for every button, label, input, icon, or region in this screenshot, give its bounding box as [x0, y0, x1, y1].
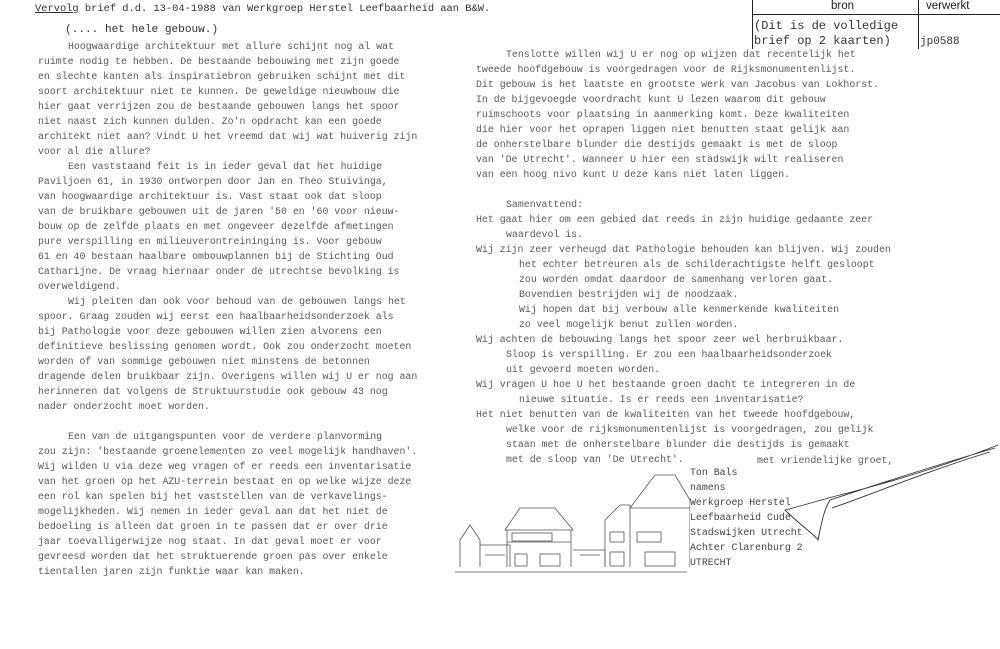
text-line: Een van de uitgangspunten voor de verdere planvorming	[68, 431, 383, 442]
signature-line: namens	[690, 482, 726, 493]
text-line: Hoogwaardige architektuur met allure schijnt nog al wat	[68, 41, 394, 52]
text-line: Wij zijn zeer verheugd dat Pathologie behouden kan blijven. Wij zouden	[476, 244, 891, 255]
text-line: overweldigend.	[38, 281, 121, 292]
text-line: van 'De Utrecht'. Wanneer U hier een stadswijk wilt realiseren	[476, 154, 844, 165]
text-line: tweede hoofdgebouw is voorgedragen voor de Rijksmonumentenlijst.	[476, 64, 856, 75]
signature-line: UTRECHT	[690, 557, 732, 568]
text-line: Paviljoen 61, in 1930 ontworpen door Jan en Theo Stuivinga,	[38, 176, 388, 187]
text-line: en slechte kanten als inspiratiebron gebruiken schijnt met dit	[38, 71, 406, 82]
text-line: van het groen op het AZU-terrein bestaat en op welke wijze deze	[38, 476, 412, 487]
text-line: waardevol is.	[506, 229, 584, 240]
text-line: pure verspilling en milieuverontreininging is. Voor gebouw	[38, 236, 382, 247]
signature-line: Stadswijken Utrecht	[690, 527, 803, 538]
letter-subtitle: (.... het hele gebouw.)	[65, 24, 219, 36]
text-line: definitieve beslissing genomen wordt. Ook zou onderzocht moeten	[38, 341, 412, 352]
archive-stamp-table	[752, 0, 1000, 49]
text-line: van een hoog nivo kunt U deze kans niet laten liggen.	[476, 169, 791, 180]
verwerkt-code: jp0588	[920, 36, 960, 48]
text-line: van de bruikbare gebouwen uit de jaren '50 en '60 voor nieuw-	[38, 206, 400, 217]
text-line: bedoeling is alleen dat groen in te passen dat er over drie	[38, 521, 388, 532]
text-line: gevreesd worden dat het struktuerende groen pas over enkele	[38, 551, 388, 562]
text-line: architekt niet aan? Vindt U het vreemd dat wij wat huiverig zijn	[38, 131, 418, 142]
header-verwerkt: verwerkt	[926, 0, 970, 12]
letter-title	[35, 3, 490, 15]
title-underlined-word: Vervolg	[35, 3, 79, 15]
handwritten-signature	[780, 440, 1000, 550]
closing-greeting: met vriendelijke groet,	[757, 455, 894, 466]
text-line: welke voor de rijksmonumentenlijst is voorgedragen, zou gelijk	[506, 424, 874, 435]
text-line: Tenslotte willen wij U er nog op wijzen dat recentelijk het	[506, 49, 856, 60]
text-line: Bovendien bestrijden wij de noodzaak.	[519, 289, 739, 300]
text-line: Dit gebouw is het laatste en grootste werk van Jacobus van Lokhorst.	[476, 79, 879, 90]
text-line: niet naast zich kunnen dulden. Zo'n opdracht kan een goede	[38, 116, 382, 127]
text-line: zo veel mogelijk benut zullen worden.	[519, 319, 739, 330]
building-sketch	[455, 470, 690, 580]
text-line: Het niet benutten van de kwaliteiten van het tweede hoofdgebouw,	[476, 409, 856, 420]
text-line: Wij wilden U via deze weg vragen of er reeds een inventarisatie	[38, 461, 412, 472]
text-line: Een vaststaand feit is in ieder geval dat het huidige	[68, 161, 383, 172]
title-rest: brief d.d. 13-04-1988 van Werkgroep Herstel Leefbaarheid aan B&W.	[78, 3, 491, 15]
text-line: zou worden omdat daardoor de samenhang verloren gaat.	[519, 274, 834, 285]
text-line: de onherstelbare blunder die destijds gemaakt is met de sloop	[476, 139, 838, 150]
signature-line: Ton Bals	[690, 467, 738, 478]
text-line: Wij achten de bebouwing langs het spoor zeer wel herbruikbaar.	[476, 334, 844, 345]
text-line: nader onderzocht moet worden.	[38, 401, 210, 412]
text-line: Catharijne. De vraag hiernaar onder de utrechtse bevolking is	[38, 266, 400, 277]
text-line: Het gaat hier om een gebied dat reeds in zijn huidige gedaante zeer	[476, 214, 874, 225]
signature-line: Achter Clarenburg 2	[690, 542, 803, 553]
header-bron: bron	[831, 0, 855, 12]
text-line: het echter betreuren als de schilderachtigste helft gesloopt	[519, 259, 875, 270]
text-line: hier gaat verrijzen zou de bestaande gebouwen langs het spoor	[38, 101, 400, 112]
text-line: staan met de onherstelbare blunder die destijds is gemaakt	[506, 439, 850, 450]
text-line: mogelijkheden. Wij nemen in ieder geval aan dat het niet de	[38, 506, 388, 517]
text-line: ruimte nodig te hebben. De bestaande bebouwing met zijn goede	[38, 56, 400, 67]
text-line: een rol kan spelen bij het vaststellen van de verkavelings-	[38, 491, 388, 502]
signature-line: Werkgroep Herstel	[690, 497, 791, 508]
text-line: uit gevoerd moeten worden.	[506, 364, 661, 375]
table-divider-vertical	[918, 0, 919, 49]
text-line: Sloop is verspilling. Er zou een haalbaarheidsonderzoek	[506, 349, 832, 360]
bron-line-2: brief op 2 kaarten)	[754, 34, 891, 48]
text-line: van hoogwaardige architektuur is. Vast staat ook dat sloop	[38, 191, 382, 202]
text-line: Wij hopen dat bij verbouw alle kenmerkende kwaliteiten	[519, 304, 840, 315]
bron-line-1: (Dit is de volledige	[754, 19, 899, 33]
text-line: tientallen jaren zijn funktie waar kan maken.	[38, 566, 305, 577]
text-line: bij Pathologie voor deze gebouwen willen zien alvorens een	[38, 326, 382, 337]
signature-line: Leefbaarheid Cude	[690, 512, 791, 523]
text-line: zou zijn: 'bestaande groenelementen zo veel mogelijk handhaven'.	[38, 446, 418, 457]
text-line: worden of van sommige gebouwen niet minstens de betonnen	[38, 356, 370, 367]
text-line: spoor. Graag zouden wij eerst een haalbaarheidsonderzoek als	[38, 311, 394, 322]
text-line: 61 en 40 bestaan haalbare ombouwplannen bij de Stichting Oud	[38, 251, 394, 262]
text-line: soort architektuur niet te kunnen. De geweldige nieuwbouw die	[38, 86, 400, 97]
text-line: Wij vragen U hoe U het bestaande groen dacht te integreren in de	[476, 379, 856, 390]
table-divider-horizontal	[753, 14, 1000, 15]
text-line: met de sloop van 'De Utrecht'.	[506, 454, 684, 465]
text-line: ruimschoots voor plaatsing in aanmerking komt. Deze kwaliteiten	[476, 109, 850, 120]
text-line: Samenvattend:	[506, 199, 584, 210]
text-line: In de bijgevoegde voordracht kunt U lezen waarom dit gebouw	[476, 94, 826, 105]
text-line: jaar toevalligerwijze nog staat. In dat geval moet er voor	[38, 536, 382, 547]
text-line: die hier voor het oprapen liggen niet benutten staat gelijk aan	[476, 124, 850, 135]
text-line: dragende delen bruikbaar zijn. Overigens willen wij U er nog aan	[38, 371, 418, 382]
text-line: voor al die allure?	[38, 146, 151, 157]
text-line: nieuwe situatie. Is er reeds een inventarisatie?	[519, 394, 804, 405]
text-line: bouw op de zelfde plaats en met ongeveer dezelfde afmetingen	[38, 221, 394, 232]
text-line: herinneren dat volgens de Struktuurstudie ook gebouw 43 nog	[38, 386, 388, 397]
text-line: Wij pleiten dan ook voor behoud van de gebouwen langs het	[68, 296, 406, 307]
